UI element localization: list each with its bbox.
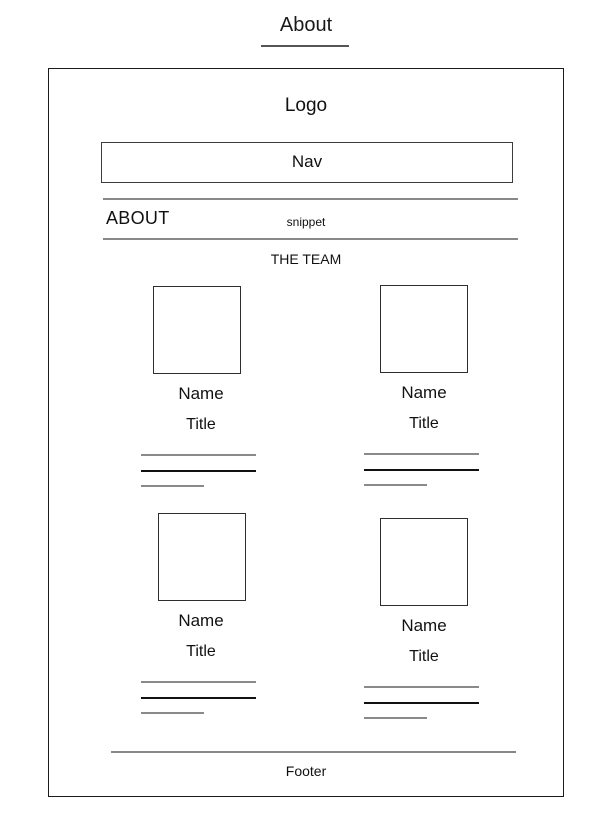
team-member-card	[364, 518, 529, 723]
text-line	[364, 469, 479, 471]
member-name: Name	[178, 384, 224, 403]
member-name: Name	[178, 611, 224, 630]
footer: Footer	[285, 763, 327, 779]
member-name: Name	[401, 383, 447, 402]
text-line	[141, 470, 256, 472]
text-line	[141, 681, 256, 683]
text-line	[141, 485, 204, 487]
text-line	[364, 453, 479, 455]
member-title: Title	[409, 648, 439, 665]
text-line	[364, 484, 427, 486]
photo-placeholder	[380, 518, 468, 606]
wireframe-page-frame	[48, 68, 564, 797]
member-name: Name	[401, 616, 447, 635]
about-snippet: snippet	[286, 215, 326, 229]
team-member-card	[141, 513, 306, 718]
text-line	[364, 686, 479, 688]
photo-placeholder	[153, 286, 241, 374]
about-top-divider	[103, 198, 518, 200]
text-line	[364, 717, 427, 719]
team-member-card	[141, 286, 306, 491]
page-title: About	[279, 14, 333, 36]
member-title: Title	[186, 643, 216, 660]
photo-placeholder	[158, 513, 246, 601]
member-title: Title	[186, 416, 216, 433]
text-line	[141, 454, 256, 456]
footer-divider	[111, 751, 516, 753]
member-title: Title	[409, 415, 439, 432]
logo: Logo	[284, 95, 328, 116]
page-title-underline	[261, 45, 349, 47]
text-line	[141, 697, 256, 699]
team-member-card	[364, 285, 529, 490]
photo-placeholder	[380, 285, 468, 373]
text-line	[141, 712, 204, 714]
team-heading: THE TEAM	[270, 251, 342, 267]
text-line	[364, 702, 479, 704]
nav-bar[interactable]: Nav	[101, 142, 513, 183]
about-heading: ABOUT	[106, 208, 170, 228]
about-bottom-divider	[103, 238, 518, 240]
